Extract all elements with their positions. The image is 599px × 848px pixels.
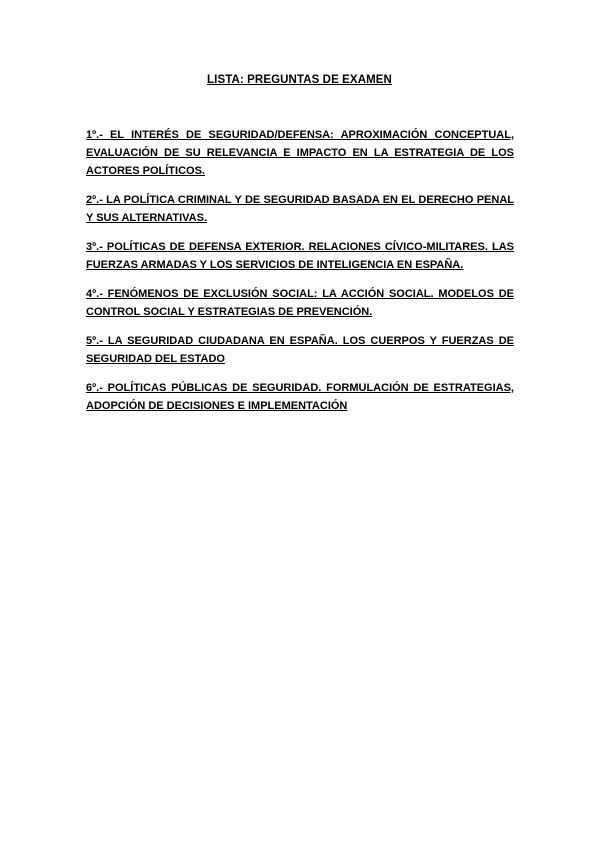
- question-item-6: 6º.- POLÍTICAS PÚBLICAS DE SEGURIDAD. FORMULACIÓN DE ESTRATEGIAS, ADOPCIÓN DE DECISIONES E IMPLEMENTACIÓN: [86, 382, 514, 412]
- question-item-4: 4º.- FENÓMENOS DE EXCLUSIÓN SOCIAL: LA ACCIÓN SOCIAL. MODELOS DE CONTROL SOCIAL Y ESTRATEGIAS DE PREVENCIÓN.: [86, 288, 514, 318]
- question-item-1: 1º.- EL INTERÉS DE SEGURIDAD/DEFENSA: APROXIMACIÓN CONCEPTUAL, EVALUACIÓN DE SU RELEVANCIA E IMPACTO EN LA ESTRATEGIA DE LOS ACTORES POLÍTICOS.: [86, 129, 514, 177]
- question-item-5: 5º.- LA SEGURIDAD CIUDADANA EN ESPAÑA. LOS CUERPOS Y FUERZAS DE SEGURIDAD DEL ESTADO: [86, 335, 514, 365]
- question-item-2: 2º.- LA POLÍTICA CRIMINAL Y DE SEGURIDAD BASADA EN EL DERECHO PENAL Y SUS ALTERNATIVAS.: [86, 194, 514, 224]
- question-list: [86, 126, 514, 426]
- document-title: LISTA: PREGUNTAS DE EXAMEN: [207, 74, 392, 86]
- question-item-3: 3º.- POLÍTICAS DE DEFENSA EXTERIOR. RELACIONES CÍVICO-MILITARES. LAS FUERZAS ARMADAS Y LOS SERVICIOS DE INTELIGENCIA EN ESPAÑA.: [86, 241, 514, 271]
